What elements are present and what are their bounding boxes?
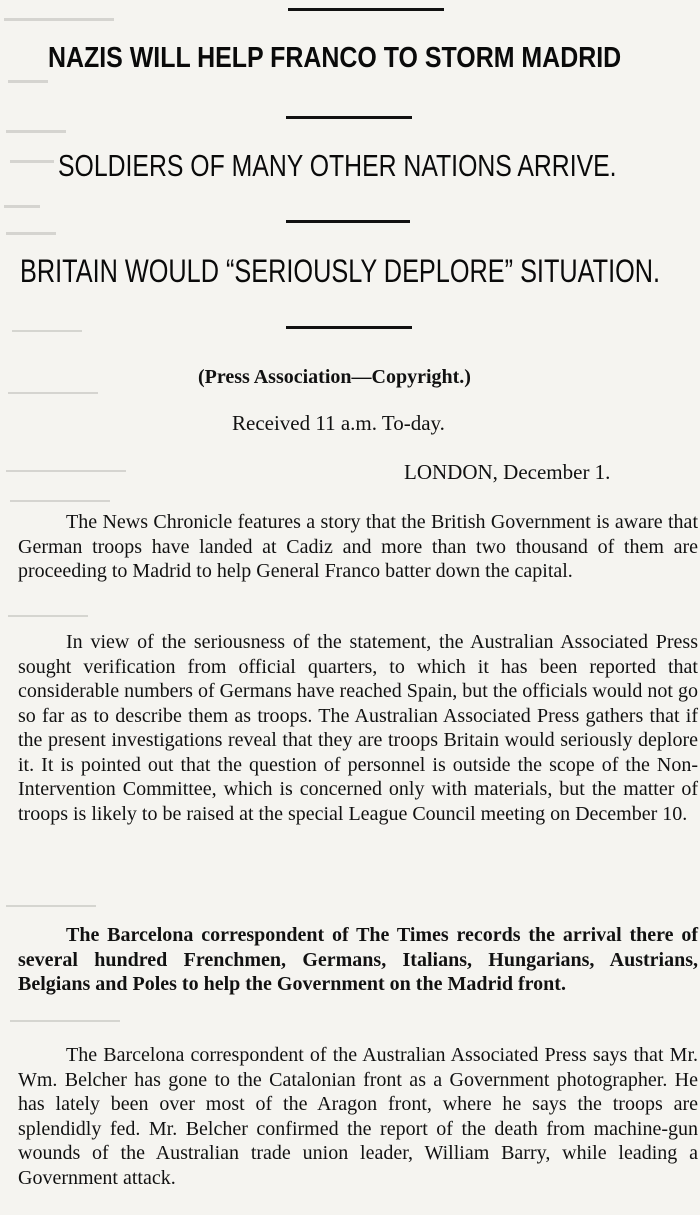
press-credit: (Press Association—Copyright.) xyxy=(198,366,471,388)
top-rule xyxy=(288,8,444,11)
headline-third: BRITAIN WOULD “SERIOUSLY DEPLORE” SITUATION. xyxy=(20,253,661,289)
paragraph-4: The Barcelona correspondent of the Australian Associated Press says that Mr. Wm. Belcher has gone to the Catalonian front as a Government photographer. He has lately been over most of the Aragon front, where he says the troops are splendidly fed. Mr. Belcher confirmed the report of the death from machine-gun wounds of the Australian trade union leader, William Barry, while leading a Government attack. xyxy=(18,1044,698,1189)
rule-2 xyxy=(286,220,410,223)
dateline: LONDON, December 1. xyxy=(404,460,611,484)
rule-1 xyxy=(286,116,412,119)
rule-3 xyxy=(286,326,412,329)
paragraph-1: The News Chronicle features a story that the British Government is aware that German troops have landed at Cadiz and more than two thousand of them are proceeding to Madrid to help General Franco batter down the capital. xyxy=(18,511,698,582)
headline-main: NAZIS WILL HELP FRANCO TO STORM MADRID xyxy=(48,42,622,74)
paragraph-3: The Barcelona correspondent of The Times records the arrival there of several hundred Frenchmen, Germans, Italians, Hungarians, Austrians, Belgians and Poles to help the Government on the Madrid front. xyxy=(18,924,698,995)
headline-second: SOLDIERS OF MANY OTHER NATIONS ARRIVE. xyxy=(58,148,617,183)
received-time: Received 11 a.m. To-day. xyxy=(232,411,445,435)
paragraph-2: In view of the seriousness of the statement, the Australian Associated Press sought verification from official quarters, to which it has been reported that considerable numbers of Germans have reached Spain, but the officials would not go so far as to describe them as troops. The Australian Associated Press gathers that if the present investigations reveal that they are troops Britain would seriously deplore it. It is pointed out that the question of personnel is outside the scope of the Non-Intervention Committee, which is concerned only with materials, but the matter of troops is likely to be raised at the special League Council meeting on December 10. xyxy=(18,631,698,825)
